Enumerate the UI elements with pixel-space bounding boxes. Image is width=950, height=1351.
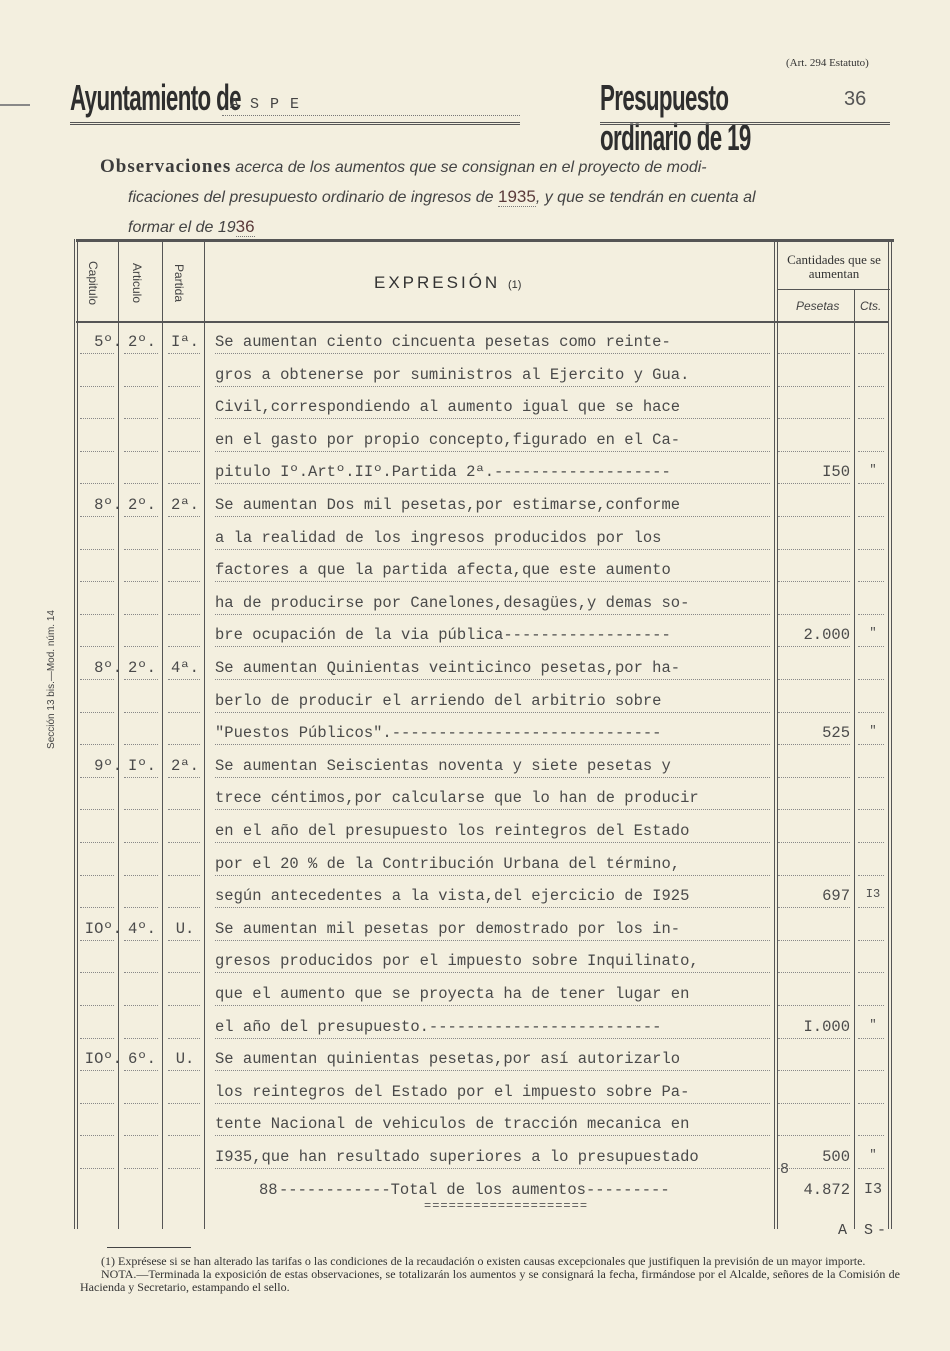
partida-cell: U. [175,1050,195,1069]
dotted-fill-line [858,940,884,941]
dotted-fill-line [80,1005,114,1006]
dotted-fill-line [778,1070,850,1071]
capitulo-cell: 9º. [94,756,122,775]
dotted-fill-line [124,1168,158,1169]
dotted-fill-line [858,1168,884,1169]
dotted-fill-line [858,875,884,876]
total-cts: I3 [863,1180,882,1198]
dotted-fill-line [215,940,770,941]
footnotes [80,1255,900,1294]
dotted-fill-line [215,842,770,843]
expresion-line: Se aumentan mil pesetas por demostrado por los in- [215,919,681,938]
dotted-fill-line [80,386,114,387]
partida-cell: Iª. [171,333,199,351]
dotted-fill-line [778,712,850,713]
expresion-line: Se aumentan Quinientas veinticinco pesetas,por ha- [215,659,681,677]
dotted-fill-line [215,712,770,713]
dotted-fill-line [215,1103,770,1104]
expresion-line: en el año del presupuesto los reintegros del Estado [215,822,690,840]
dotted-fill-line [168,614,200,615]
dotted-fill-line [778,679,850,680]
table-row [74,1012,894,1045]
partida-cell: 2ª. [171,496,199,514]
table-row [74,946,894,979]
table-row [74,979,894,1012]
dotted-fill-line [80,1038,114,1039]
header-cantidades: Cantidades que se aumentan [787,252,881,281]
dotted-fill-line [858,1038,884,1039]
capitulo-cell: IOº. [84,1050,122,1069]
dotted-fill-line [215,549,770,550]
dotted-fill-line [124,679,158,680]
partida-cell: 2ª. [171,756,199,775]
header-bottom-rule [76,321,888,323]
dotted-fill-line [858,809,884,810]
dotted-fill-line [778,875,850,876]
pesetas-cell: 697 [822,887,850,906]
dotted-fill-line [124,777,158,778]
expresion-line: Se aumentan Dos mil pesetas,por estimarse,conforme [215,496,681,514]
dotted-fill-line [858,842,884,843]
dotted-fill-line [124,875,158,876]
partida-cell: 4ª. [171,659,199,677]
header-expresion-note: (1) [507,279,522,291]
dotted-fill-line [80,744,114,745]
dotted-fill-line [858,418,884,419]
table-row [74,751,894,784]
dotted-fill-line [124,418,158,419]
expresion-line: pitulo Iº.Artº.IIº.Partida 2ª.------------------- [215,463,671,482]
dotted-fill-line [124,712,158,713]
partida-cell: U. [175,919,195,938]
dotted-fill-line [858,581,884,582]
expresion-line: I935,que han resultado superiores a lo presupuestado [215,1148,699,1166]
dotted-fill-line [168,940,200,941]
dotted-fill-line [215,483,770,484]
total-double-underline: ==================== [424,1198,589,1213]
expresion-line: gros a obtenerse por suministros al Ejercito y Gua. [215,365,690,384]
dotted-fill-line [168,777,200,778]
punch-hole-mark [0,104,30,107]
expresion-line: los reintegros del Estado por el impuesto sobre Pa- [215,1082,690,1101]
cts-cell: " [869,626,877,641]
dotted-fill-line [858,1135,884,1136]
budget-year: 36 [844,88,867,110]
dotted-fill-line [124,483,158,484]
dotted-fill-line [215,581,770,582]
dotted-fill-line [778,581,850,582]
table-row [74,620,894,653]
dotted-fill-line [80,646,114,647]
dotted-fill-line [168,1168,200,1169]
table-row [74,653,894,686]
articulo-cell: 6º. [128,1050,156,1069]
dotted-fill-line [778,907,850,908]
observations-text-1: acerca de los aumentos que se consignan en el proyecto de modi- [235,159,707,176]
header-expresion-text: EXPRESIÓN [374,273,501,292]
expresion-line: por el 20 % de la Contribución Urbana del término, [215,854,681,873]
dotted-fill-line [80,451,114,452]
capitulo-cell: 8º. [94,659,122,677]
dotted-fill-line [215,386,770,387]
expresion-line: según antecedentes a la vista,del ejercicio de I925 [215,887,690,906]
dotted-fill-line [858,972,884,973]
table-row [74,392,894,425]
cts-cell: " [869,724,877,739]
dotted-fill-line [80,353,114,354]
capitulo-cell: IOº. [84,919,122,938]
total-label: ------------Total de los aumentos--------- [279,1180,670,1199]
dotted-fill-line [168,353,200,354]
dotted-fill-line [168,972,200,973]
dotted-fill-line [858,483,884,484]
next-year-field: 36 [235,217,255,236]
dotted-fill-line [80,875,114,876]
expresion-line: a la realidad de los ingresos producidos por los [215,528,662,547]
dotted-fill-line [858,907,884,908]
dotted-fill-line [215,1070,770,1071]
table-row [74,523,894,556]
table-row [74,1077,894,1110]
dotted-fill-line [858,1005,884,1006]
pesetas-cell: 525 [822,724,850,743]
dotted-fill-line [215,1005,770,1006]
table-row [74,1109,894,1142]
dotted-fill-line [778,516,850,517]
dotted-fill-line [124,1005,158,1006]
table-row [74,555,894,588]
dotted-fill-line [80,581,114,582]
expresion-line: berlo de producir el arriendo del arbitrio sobre [215,691,662,710]
header-rule-right [600,122,890,125]
footnote-1: (1) Exprésese si se han alterado las tarifas o las condiciones de la recaudación o existen causas excepcionales que justifiquen la previsión de un mayor importe. [101,1254,866,1268]
dotted-fill-line [80,1070,114,1071]
town-fill-line [222,115,520,116]
pesetas-cell: I.000 [803,1017,850,1036]
table-row [74,914,894,947]
dotted-fill-line [80,712,114,713]
dotted-fill-line [168,418,200,419]
cts-cell: " [869,463,877,478]
dotted-fill-line [215,972,770,973]
dotted-fill-line [778,842,850,843]
header-partida: Partida [172,264,186,303]
articulo-cell: 4º. [128,919,156,938]
dotted-fill-line [124,516,158,517]
dotted-fill-line [124,1135,158,1136]
dotted-fill-line [80,809,114,810]
dotted-fill-line [215,516,770,517]
dotted-fill-line [80,842,114,843]
dotted-fill-line [168,451,200,452]
expresion-line: factores a que la partida afecta,que este aumento [215,561,671,580]
dotted-fill-line [124,842,158,843]
table-row [74,327,894,360]
dotted-fill-line [124,1070,158,1071]
dotted-fill-line [80,418,114,419]
dotted-fill-line [124,1103,158,1104]
dotted-fill-line [858,712,884,713]
dotted-fill-line [778,1135,850,1136]
dotted-fill-line [168,1038,200,1039]
dotted-fill-line [168,712,200,713]
total-pesetas: 4.872 [803,1180,850,1199]
header-budget [600,78,890,158]
dotted-fill-line [80,940,114,941]
dotted-fill-line [168,386,200,387]
expresion-line: "Puestos Públicos".----------------------------- [215,724,662,743]
expresion-line: gresos producidos por el impuesto sobre Inquilinato, [215,952,699,971]
dotted-fill-line [858,549,884,550]
dotted-fill-line [858,516,884,517]
dotted-fill-line [215,744,770,745]
footnote-rule [107,1247,191,1248]
dotted-fill-line [858,777,884,778]
dotted-fill-line [168,1135,200,1136]
dotted-fill-line [858,614,884,615]
table-row [74,718,894,751]
dotted-fill-line [168,549,200,550]
dotted-fill-line [80,483,114,484]
dotted-fill-line [80,1168,114,1169]
municipality-title: Ayuntamiento de [70,77,241,118]
dotted-fill-line [778,614,850,615]
dotted-fill-line [124,614,158,615]
dotted-fill-line [858,646,884,647]
header-cts: Cts. [860,299,882,313]
dotted-fill-line [124,972,158,973]
total-count-mark: 88 [259,1180,278,1199]
expresion-line: bre ocupación de la via pública------------------ [215,626,671,645]
dotted-fill-line [124,549,158,550]
dotted-fill-line [778,549,850,550]
header-expresion [374,273,521,293]
dotted-fill-line [215,646,770,647]
expresion-line: el año del presupuesto.------------------------- [215,1017,662,1036]
budget-title: Presupuesto ordinario de 19 [600,77,751,158]
dotted-fill-line [215,907,770,908]
dotted-fill-line [124,581,158,582]
dotted-fill-line [858,1103,884,1104]
dotted-fill-line [215,777,770,778]
dotted-fill-line [124,451,158,452]
table-row [74,816,894,849]
table-row [74,686,894,719]
dotted-fill-line [778,744,850,745]
previous-year-field: 1935 [498,187,536,206]
dotted-fill-line [858,386,884,387]
dotted-fill-line [168,842,200,843]
observations-intro [100,152,900,242]
town-name: ASPE [230,96,311,113]
dotted-fill-line [858,451,884,452]
signature-initials: A S- [838,1222,891,1239]
dotted-fill-line [778,940,850,941]
dotted-fill-line [168,483,200,484]
dotted-fill-line [80,516,114,517]
dotted-fill-line [858,1070,884,1071]
table-row [74,588,894,621]
dotted-fill-line [124,907,158,908]
capitulo-cell: 8º. [94,496,122,514]
dotted-fill-line [80,1103,114,1104]
dotted-fill-line [124,1038,158,1039]
dotted-fill-line [215,1168,770,1169]
dotted-fill-line [215,875,770,876]
dotted-fill-line [215,809,770,810]
dotted-fill-line [168,679,200,680]
dotted-fill-line [778,809,850,810]
dotted-fill-line [168,516,200,517]
observations-text-3: formar el de 19 [128,219,236,236]
articulo-cell: 2º. [128,659,156,677]
expresion-line: que el aumento que se proyecta ha de tener lugar en [215,985,690,1003]
dotted-fill-line [168,646,200,647]
dotted-fill-line [778,1005,850,1006]
dotted-fill-line [778,1038,850,1039]
observations-text-2a: ficaciones del presupuesto ordinario de ingresos de [128,189,499,206]
articulo-cell: 2º. [128,333,156,351]
table-row [74,881,894,914]
dotted-fill-line [778,418,850,419]
dotted-fill-line [778,972,850,973]
dotted-fill-line [778,1103,850,1104]
dotted-fill-line [858,679,884,680]
table-row [74,457,894,490]
dotted-fill-line [168,581,200,582]
dotted-fill-line [215,418,770,419]
dotted-fill-line [124,744,158,745]
observations-text-2b: , y que se tendrán en cuenta al [535,189,756,206]
table-row [74,360,894,393]
dotted-fill-line [778,483,850,484]
expresion-line: trece céntimos,por calcularse que lo han de producir [215,789,699,808]
dotted-fill-line [778,386,850,387]
cts-cell: " [869,1017,877,1032]
header-capitulo: Capitulo [86,261,100,306]
dotted-fill-line [215,679,770,680]
article-reference: (Art. 294 Estatuto) [786,57,869,69]
expresion-line: en el gasto por propio concepto,figurado en el Ca- [215,430,681,449]
dotted-fill-line [778,777,850,778]
dotted-fill-line [168,875,200,876]
margin-mark: 8 [780,1160,791,1178]
dotted-fill-line [80,907,114,908]
dotted-fill-line [124,646,158,647]
dotted-fill-line [168,1005,200,1006]
table-row [74,849,894,882]
header-pesetas: Pesetas [796,299,840,313]
dotted-fill-line [778,451,850,452]
table-row [74,1044,894,1077]
expresion-line: tente Nacional de vehiculos de tracción mecanica en [215,1115,690,1134]
dotted-fill-line [80,1135,114,1136]
dotted-fill-line [858,353,884,354]
pesetas-cell: I50 [822,463,850,482]
dotted-fill-line [215,1038,770,1039]
table-row [74,783,894,816]
observations-table [74,239,894,1229]
dotted-fill-line [80,614,114,615]
dotted-fill-line [778,353,850,354]
dotted-fill-line [215,353,770,354]
dotted-fill-line [215,614,770,615]
pesetas-cell: 2.000 [803,626,850,645]
observations-heading: Observaciones [100,156,232,177]
pesetas-cell: 500 [822,1148,850,1166]
table-row [74,1142,894,1175]
dotted-fill-line [215,1135,770,1136]
expresion-line: Se aumentan ciento cincuenta pesetas como reinte- [215,333,671,351]
dotted-fill-line [858,744,884,745]
dotted-fill-line [124,353,158,354]
expresion-line: Se aumentan quinientas pesetas,por así autorizarlo [215,1050,681,1069]
header-cantidades-rule [778,289,890,290]
dotted-fill-line [124,940,158,941]
expresion-line: Civil,correspondiendo al aumento igual que se hace [215,398,681,417]
table-row [74,490,894,523]
expresion-line: Se aumentan Seiscientas noventa y siete pesetas y [215,756,671,775]
dotted-fill-line [168,744,200,745]
dotted-fill-line [168,907,200,908]
dotted-fill-line [80,679,114,680]
cts-cell: I3 [865,887,881,902]
dotted-fill-line [215,451,770,452]
form-section-note: Sección 13 bis.—Mod. núm. 14 [46,610,57,749]
table-row [74,425,894,458]
dotted-fill-line [124,386,158,387]
cts-cell: " [869,1148,877,1162]
dotted-fill-line [168,1070,200,1071]
dotted-fill-line [80,777,114,778]
dotted-fill-line [80,549,114,550]
dotted-fill-line [778,646,850,647]
header-rule-left [70,122,520,125]
articulo-cell: 2º. [128,496,156,514]
capitulo-cell: 5º. [94,333,122,351]
header-articulo: Articulo [130,263,144,304]
articulo-cell: Iº. [128,756,156,775]
footnote-nota: NOTA.—Terminada la exposición de estas observaciones, se totalizarán los aumentos y se consignará la fecha, firmándose por el Alcalde, señores de la Comisión de Hacienda y Secretario, estampando el sello. [80,1267,900,1294]
table-top-rule [76,239,894,242]
header-municipality [70,78,520,118]
dotted-fill-line [168,809,200,810]
dotted-fill-line [80,972,114,973]
dotted-fill-line [168,1103,200,1104]
expresion-line: ha de producirse por Canelones,desagües,y demas so- [215,593,690,612]
dotted-fill-line [124,809,158,810]
